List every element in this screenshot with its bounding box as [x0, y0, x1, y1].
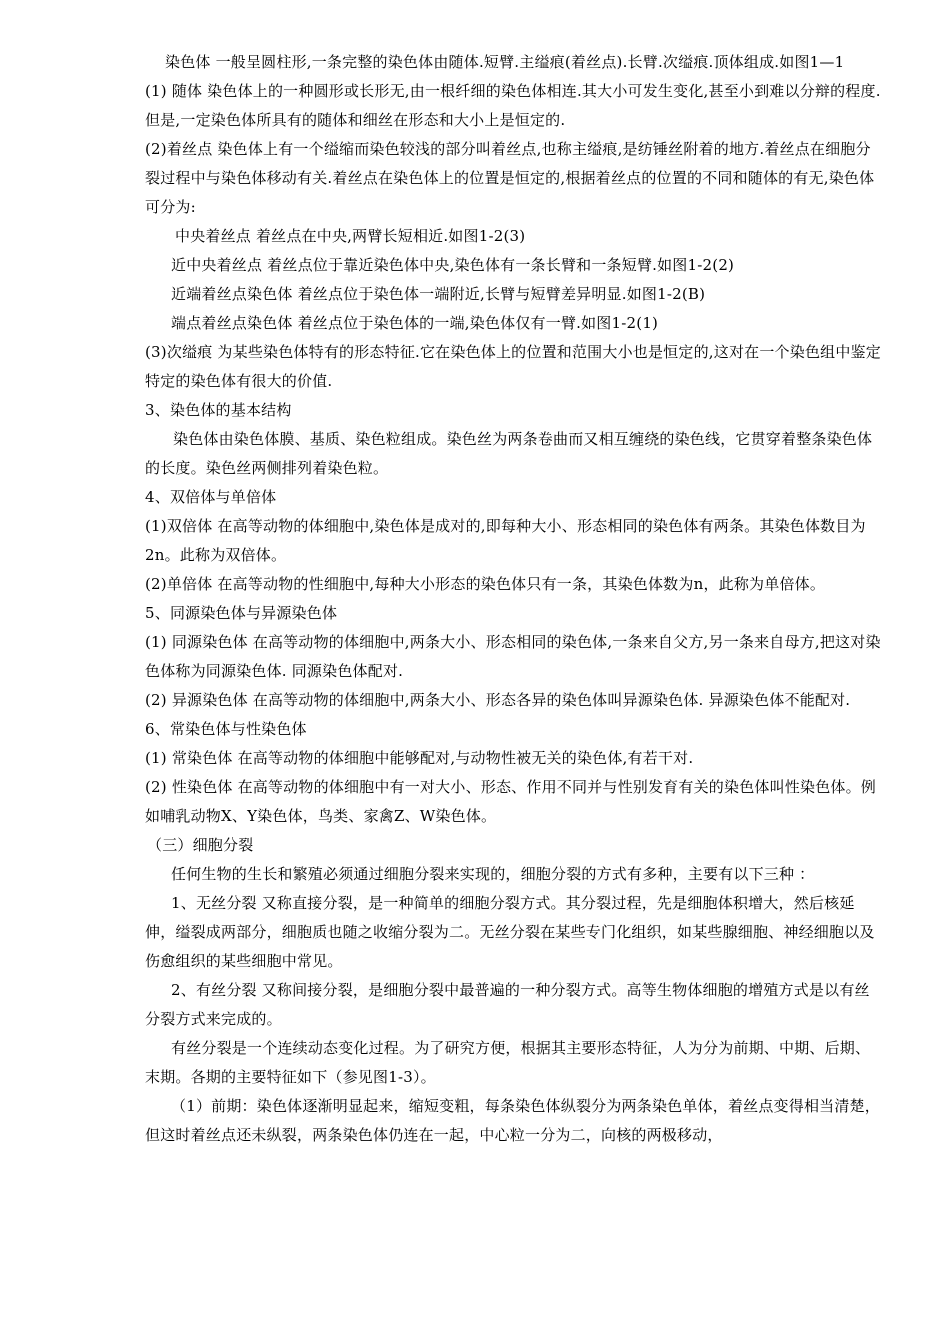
- paragraph-amitosis: 1、无丝分裂 又称直接分裂，是一种简单的细胞分裂方式。其分裂过程，先是细胞体积增大，然后核延伸，缢裂成两部分，细胞质也随之收缩分裂为二。无丝分裂在某些专门化组织，如某些腺细胞、神经细胞以及伤愈组织的某些细胞中常见。: [145, 894, 875, 970]
- section-heading-6: 6、常染色体与性染色体: [145, 720, 307, 738]
- paragraph-haploid: (2)单倍体 在高等动物的性细胞中,每种大小形态的染色体只有一条，其染色体数为n，此称为单倍体。: [145, 575, 826, 593]
- paragraph-homologous: (1) 同源染色体 在高等动物的体细胞中,两条大小、形态相同的染色体,一条来自父方,另一条来自母方,把这对染色体称为同源染色体. 同源染色体配对.: [145, 633, 881, 680]
- paragraph-secondary-constriction: (3)次缢痕 为某些染色体特有的形态特征.它在染色体上的位置和范围大小也是恒定的,这对在一个染色组中鉴定特定的染色体有很大的价值.: [145, 343, 881, 390]
- section-heading-cell-division: （三）细胞分裂: [147, 836, 254, 854]
- paragraph-sex-chromosome: (2) 性染色体 在高等动物的体细胞中有一对大小、形态、作用不同并与性别发育有关的染色体叫性染色体。例如哺乳动物X、Y染色体，鸟类、家禽Z、W染色体。: [145, 778, 876, 825]
- paragraph-metacentric: 中央着丝点 着丝点在中央,两臂长短相近.如图1-2(3): [175, 227, 526, 245]
- paragraph-acrocentric: 近端着丝点染色体 着丝点位于染色体一端附近,长臂与短臂差异明显.如图1-2(B): [171, 285, 706, 303]
- section-heading-3: 3、染色体的基本结构: [145, 401, 292, 419]
- document-body: [145, 48, 883, 1150]
- paragraph-satellite: (1) 随体 染色体上的一种圆形或长形无,由一根纤细的染色体相连.其大小可发生变化,甚至小到难以分辩的程度.但是,一定染色体所具有的随体和细丝在形态和大小上是恒定的.: [145, 82, 881, 129]
- paragraph-mitosis: 2、有丝分裂 又称间接分裂，是细胞分裂中最普遍的一种分裂方式。高等生物体细胞的增殖方式是以有丝分裂方式来完成的。: [145, 981, 870, 1028]
- paragraph-heterologous: (2) 异源染色体 在高等动物的体细胞中,两条大小、形态各异的染色体叫异源染色体. 异源染色体不能配对.: [145, 691, 851, 709]
- paragraph-submetacentric: 近中央着丝点 着丝点位于靠近染色体中央,染色体有一条长臂和一条短臂.如图1-2(2): [171, 256, 735, 274]
- paragraph-cell-division-intro: 任何生物的生长和繁殖必须通过细胞分裂来实现的，细胞分裂的方式有多种，主要有以下三种 ：: [171, 865, 815, 883]
- paragraph-basic-structure: 染色体由染色体膜、基质、染色粒组成。染色丝为两条卷曲而又相互缠绕的染色线，它贯穿着整条染色体的长度。染色丝两侧排列着染色粒。: [145, 430, 873, 477]
- paragraph-autosome: (1) 常染色体 在高等动物的体细胞中能够配对,与动物性被无关的染色体,有若干对.: [145, 749, 694, 767]
- paragraph-centromere: (2)着丝点 染色体上有一个缢缩而染色较浅的部分叫着丝点,也称主缢痕,是纺锤丝附着的地方.着丝点在细胞分裂过程中与染色体移动有关.着丝点在染色体上的位置是恒定的,根据着丝点的位置的不同和随体的有无,染色体可分为:: [145, 140, 875, 216]
- section-heading-4: 4、双倍体与单倍体: [145, 488, 277, 506]
- paragraph-mitosis-phases: 有丝分裂是一个连续动态变化过程。为了研究方便，根据其主要形态特征，人为分为前期、中期、后期、末期。各期的主要特征如下（参见图1-3）。: [145, 1039, 871, 1086]
- paragraph-telocentric: 端点着丝点染色体 着丝点位于染色体的一端,染色体仅有一臂.如图1-2(1): [171, 314, 659, 332]
- section-heading-5: 5、同源染色体与异源染色体: [145, 604, 338, 622]
- paragraph-chromosome-shape: 染色体 一般呈圆柱形,一条完整的染色体由随体.短臂.主缢痕(着丝点).长臂.次缢痕.顶体组成.如图1—1: [165, 53, 845, 71]
- paragraph-diploid: (1)双倍体 在高等动物的体细胞中,染色体是成对的,即每种大小、形态相同的染色体有两条。其染色体数目为2n。此称为双倍体。: [145, 517, 866, 564]
- paragraph-prophase: （1）前期：染色体逐渐明显起来，缩短变粗，每条染色体纵裂分为两条染色单体，着丝点变得相当清楚，但这时着丝点还未纵裂，两条染色体仍连在一起，中心粒一分为二，向核的两极移动，: [145, 1097, 880, 1144]
